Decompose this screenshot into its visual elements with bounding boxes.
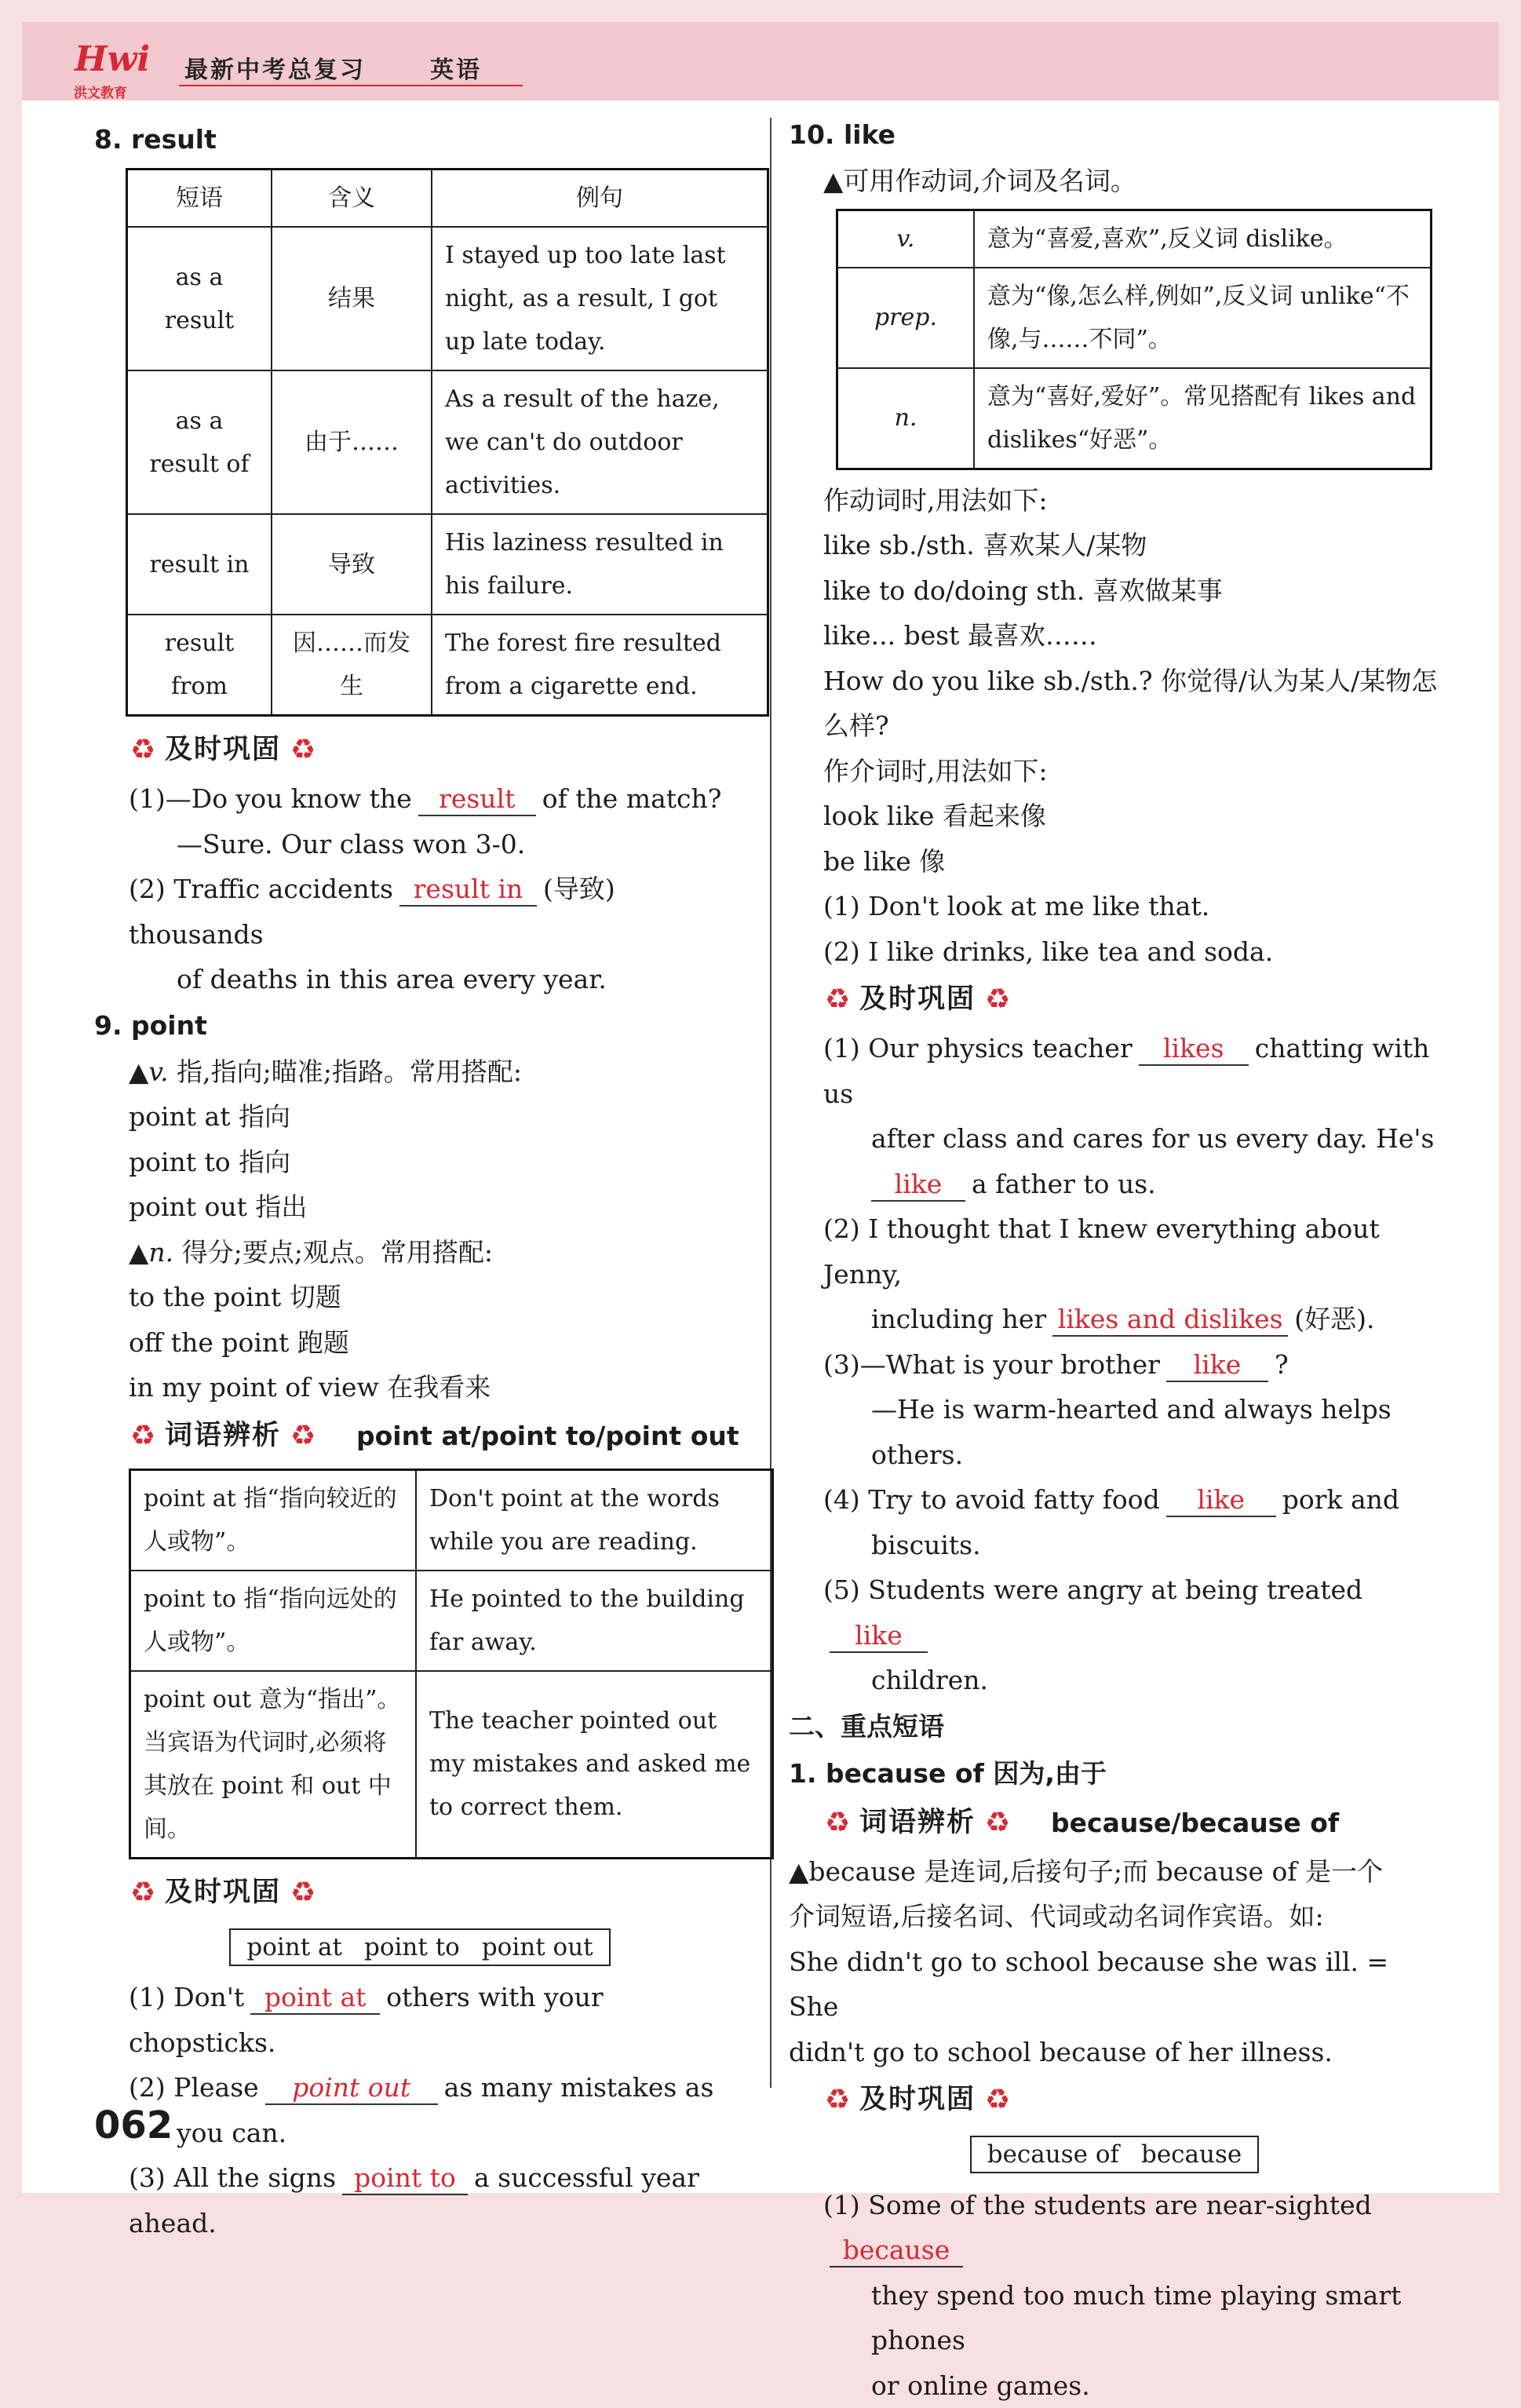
exercise-text: (5) Students were angry at being treated bbox=[823, 1574, 1362, 1605]
exercise-item bbox=[789, 1026, 1440, 1116]
exercise-item: biscuits. bbox=[789, 1523, 1440, 1568]
answer-blank: like bbox=[1166, 1484, 1276, 1517]
recycle-icon: ♻ bbox=[823, 2086, 852, 2114]
right-column bbox=[789, 111, 1440, 2408]
usage-line: like to do/doing sth. 喜欢做某事 bbox=[789, 568, 1440, 614]
usage-line: to the point 切题 bbox=[94, 1275, 746, 1320]
table-row bbox=[127, 615, 768, 716]
pos-label: n. bbox=[148, 1237, 173, 1268]
exercise-text: (2) Traffic accidents bbox=[129, 874, 393, 904]
exercise-text: ? bbox=[1275, 1349, 1289, 1380]
consolidate-badge bbox=[789, 974, 1440, 1026]
exercise-item: they spend too much time playing smart phones bbox=[789, 2273, 1440, 2363]
table-cell: point to 指“指向远处的人或物”。 bbox=[130, 1571, 417, 1671]
exercise-text: (3)—What is your brother bbox=[823, 1349, 1160, 1380]
usage-line: point at 指向 bbox=[94, 1094, 746, 1140]
recycle-icon: ♻ bbox=[983, 2086, 1012, 2114]
publisher-logo: Hwi bbox=[75, 39, 150, 79]
usage-line: How do you like sb./sth.? 你觉得/认为某人/某物怎么样? bbox=[789, 659, 1440, 749]
table-cell: He pointed to the building far away. bbox=[416, 1571, 773, 1671]
exercise-text: (好恶). bbox=[1294, 1304, 1374, 1334]
usage-line: in my point of view 在我看来 bbox=[94, 1365, 746, 1410]
exercise-item: children. bbox=[789, 1658, 1440, 1703]
answer-blank: like bbox=[871, 1169, 965, 1202]
word-bank-item: point out bbox=[482, 1933, 593, 1961]
usage-line: be like 像 bbox=[789, 839, 1440, 885]
recycle-icon: ♻ bbox=[289, 736, 317, 764]
table-cell: point at 指“指向较近的人或物”。 bbox=[130, 1469, 417, 1571]
recycle-icon: ♻ bbox=[289, 1879, 317, 1907]
exercise-item: you can. bbox=[94, 2111, 746, 2156]
usage-line: didn't go to school because of her illness. bbox=[789, 2030, 1440, 2075]
recycle-icon: ♻ bbox=[823, 1809, 852, 1837]
consolidate-badge bbox=[94, 1867, 746, 1919]
exercise-text: chatting with us bbox=[823, 1033, 1429, 1109]
badge-label: 及时巩固 bbox=[859, 977, 976, 1023]
table-cell: 由于…… bbox=[272, 370, 432, 514]
table-row bbox=[130, 1571, 773, 1671]
point-comparison-table bbox=[129, 1469, 774, 1859]
word-bank-item: point at bbox=[246, 1933, 342, 1961]
analysis-topic: because/because of bbox=[1051, 1801, 1339, 1846]
recycle-icon: ♻ bbox=[983, 986, 1012, 1014]
part-2-title: 二、重点短语 bbox=[789, 1703, 1440, 1750]
badge-label: 及时巩固 bbox=[165, 728, 281, 773]
phrase-1-title: 1. because of 因为,由于 bbox=[789, 1750, 1440, 1797]
table-cell: The teacher pointed out my mistakes and asked me to correct them. bbox=[416, 1671, 773, 1859]
exercise-item bbox=[94, 1975, 746, 2065]
exercise-text: others with your chopsticks. bbox=[129, 1982, 604, 2058]
exercise-text: including her bbox=[871, 1304, 1046, 1334]
usage-line: (1) Don't look at me like that. bbox=[789, 884, 1440, 929]
exercise-item: —Sure. Our class won 3-0. bbox=[94, 822, 746, 867]
usage-line: look like 看起来像 bbox=[789, 794, 1440, 839]
usage-line: ▲可用作动词,介词及名词。 bbox=[789, 159, 1440, 204]
answer-blank: likes bbox=[1139, 1033, 1249, 1066]
usage-line: 作介词时,用法如下: bbox=[789, 749, 1440, 794]
usage-line: like sb./sth. 喜欢某人/某物 bbox=[789, 523, 1440, 568]
word-bank-item: point to bbox=[364, 1933, 460, 1961]
exercise-text: (1) Some of the students are near-sighted bbox=[823, 2190, 1372, 2220]
usage-line: point out 指出 bbox=[94, 1184, 746, 1230]
section-9-title: 9. point bbox=[94, 1002, 746, 1049]
usage-line: ▲v. 指,指向;瞄准;指路。常用搭配: bbox=[94, 1049, 746, 1095]
table-header-cell: 例句 bbox=[432, 170, 768, 228]
analysis-badge bbox=[94, 1410, 746, 1462]
exercise-item bbox=[789, 1162, 1440, 1207]
publisher-name: 洪文教育 bbox=[74, 82, 127, 101]
analysis-topic: point at/point to/point out bbox=[356, 1414, 739, 1459]
usage-line: like... best 最喜欢…… bbox=[789, 613, 1440, 659]
exercise-item: or online games. bbox=[789, 2363, 1440, 2408]
table-row bbox=[837, 268, 1432, 368]
exercise-item bbox=[94, 2065, 746, 2111]
word-bank-item: because of bbox=[987, 2140, 1119, 2169]
left-column bbox=[94, 116, 746, 2246]
table-row bbox=[127, 227, 768, 370]
table-header-cell: 含义 bbox=[272, 170, 432, 228]
exercise-item bbox=[94, 2155, 746, 2246]
table-cell: The forest fire resulted from a cigarette end. bbox=[432, 615, 768, 716]
usage-text: 指,指向;瞄准;指路。常用搭配: bbox=[177, 1056, 522, 1087]
table-cell: v. bbox=[837, 210, 975, 268]
book-title: 最新中考总复习 bbox=[184, 50, 366, 85]
exercise-text: (导致) thousands bbox=[129, 874, 615, 950]
answer-blank: like bbox=[830, 1620, 928, 1653]
table-row bbox=[130, 1671, 773, 1859]
usage-line: ▲because 是连词,后接句子;而 because of 是一个 bbox=[789, 1849, 1440, 1895]
usage-line: She didn't go to school because she was ill. = She bbox=[789, 1939, 1440, 2030]
table-row bbox=[127, 514, 768, 615]
exercise-item bbox=[789, 1297, 1440, 1342]
answer-blank: result in bbox=[399, 874, 537, 907]
answer-blank: point to bbox=[342, 2162, 468, 2195]
badge-label: 词语辨析 bbox=[165, 1414, 281, 1459]
exercise-item: —He is warm-hearted and always helps others. bbox=[789, 1387, 1440, 1477]
table-cell: 意为“喜爱,喜欢”,反义词 dislike。 bbox=[974, 210, 1432, 268]
exercise-text: a father to us. bbox=[972, 1169, 1156, 1199]
book-subject: 英语 bbox=[430, 50, 482, 85]
result-phrase-table bbox=[126, 168, 769, 717]
recycle-icon: ♻ bbox=[129, 1422, 157, 1450]
word-bank-item: because bbox=[1141, 2140, 1242, 2169]
table-header-cell: 短语 bbox=[127, 170, 272, 228]
exercise-text: of the match? bbox=[542, 783, 722, 814]
answer-blank: point out bbox=[265, 2072, 438, 2105]
usage-line: off the point 跑题 bbox=[94, 1320, 746, 1366]
table-cell: 结果 bbox=[272, 227, 432, 370]
exercise-text: (1)—Do you know the bbox=[129, 783, 412, 814]
exercise-text: a successful year ahead. bbox=[129, 2162, 699, 2238]
usage-line: 介词短语,后接名词、代词或动名词作宾语。如: bbox=[789, 1894, 1440, 1939]
section-10-title: 10. like bbox=[789, 111, 1440, 159]
table-cell: 导致 bbox=[272, 514, 432, 615]
exercise-text: as many mistakes as bbox=[444, 2072, 714, 2103]
table-row bbox=[130, 1469, 773, 1571]
consolidate-badge bbox=[789, 2074, 1440, 2126]
exercise-item: of deaths in this area every year. bbox=[94, 957, 746, 1002]
exercise-item bbox=[789, 1567, 1440, 1658]
recycle-icon: ♻ bbox=[129, 1879, 157, 1907]
table-cell: 因……而发生 bbox=[272, 615, 432, 716]
recycle-icon: ♻ bbox=[983, 1809, 1012, 1837]
table-cell: prep. bbox=[837, 268, 975, 368]
answer-blank: likes and dislikes bbox=[1052, 1304, 1288, 1337]
table-cell: His laziness resulted in his failure. bbox=[432, 514, 768, 615]
badge-label: 及时巩固 bbox=[165, 1870, 281, 1916]
exercise-item bbox=[94, 776, 746, 822]
word-bank-row bbox=[94, 1924, 746, 1969]
badge-label: 词语辨析 bbox=[859, 1801, 976, 1846]
exercise-text: (4) Try to avoid fatty food bbox=[823, 1484, 1160, 1515]
word-bank bbox=[229, 1928, 610, 1966]
page-number: 062 bbox=[94, 2103, 173, 2147]
table-row bbox=[837, 210, 1432, 268]
analysis-badge bbox=[789, 1797, 1440, 1849]
usage-line: ▲n. 得分;要点;观点。常用搭配: bbox=[94, 1230, 746, 1275]
exercise-item: (2) I thought that I knew everything about Jenny, bbox=[789, 1206, 1440, 1297]
answer-blank: point at bbox=[250, 1982, 380, 2015]
table-cell: As a result of the haze, we can't do outdoor activities. bbox=[432, 370, 768, 514]
word-bank-row bbox=[789, 2131, 1440, 2176]
table-cell: as a result bbox=[127, 227, 272, 370]
exercise-item bbox=[789, 2183, 1440, 2273]
pos-label: v. bbox=[148, 1056, 168, 1087]
like-pos-table bbox=[836, 209, 1432, 470]
badge-label: 及时巩固 bbox=[859, 2078, 976, 2123]
exercise-text: (1) Don't bbox=[129, 1982, 244, 2012]
table-cell: point out 意为“指出”。当宾语为代词时,必须将其放在 point 和 out 中间。 bbox=[130, 1671, 417, 1859]
recycle-icon: ♻ bbox=[129, 736, 157, 764]
exercise-text: (3) All the signs bbox=[129, 2162, 336, 2193]
exercise-text: (1) Our physics teacher bbox=[823, 1033, 1133, 1064]
exercise-item bbox=[789, 1342, 1440, 1388]
table-cell: Don't point at the words while you are reading. bbox=[416, 1469, 773, 1571]
table-cell: as a result of bbox=[127, 370, 272, 514]
table-cell: n. bbox=[837, 368, 975, 469]
answer-blank: result bbox=[418, 783, 536, 816]
answer-blank: because bbox=[830, 2235, 963, 2268]
answer-blank: like bbox=[1166, 1349, 1268, 1382]
exercise-text: (2) Please bbox=[129, 2072, 259, 2103]
table-cell: result in bbox=[127, 514, 272, 615]
usage-line: 作动词时,用法如下: bbox=[789, 478, 1440, 524]
table-row bbox=[837, 368, 1432, 469]
usage-line: (2) I like drinks, like tea and soda. bbox=[789, 929, 1440, 975]
exercise-item bbox=[789, 1477, 1440, 1523]
header-underline bbox=[179, 85, 523, 86]
table-cell: result from bbox=[127, 615, 272, 716]
table-header-row bbox=[127, 170, 768, 228]
recycle-icon: ♻ bbox=[823, 986, 852, 1014]
table-row bbox=[127, 370, 768, 514]
table-cell: I stayed up too late last night, as a result, I got up late today. bbox=[432, 227, 768, 370]
exercise-text: pork and bbox=[1282, 1484, 1399, 1515]
recycle-icon: ♻ bbox=[289, 1422, 317, 1450]
word-bank bbox=[970, 2136, 1260, 2173]
section-8-title: 8. result bbox=[94, 116, 746, 163]
exercise-item: after class and cares for us every day. He's bbox=[789, 1116, 1440, 1162]
table-cell: 意为“像,怎么样,例如”,反义词 unlike“不像,与……不同”。 bbox=[974, 268, 1432, 368]
usage-text: 得分;要点;观点。常用搭配: bbox=[182, 1237, 493, 1268]
consolidate-badge bbox=[94, 724, 746, 776]
exercise-item bbox=[94, 867, 746, 957]
usage-line: point to 指向 bbox=[94, 1140, 746, 1185]
table-cell: 意为“喜好,爱好”。常见搭配有 likes and dislikes“好恶”。 bbox=[974, 368, 1432, 469]
